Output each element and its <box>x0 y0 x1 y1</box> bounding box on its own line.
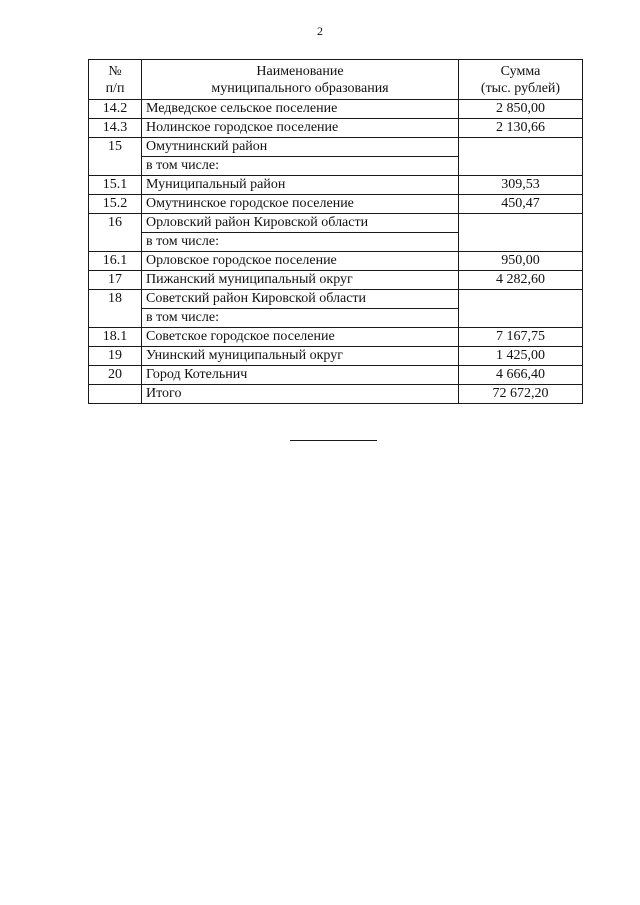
row-name: Омутнинский район <box>142 138 459 157</box>
row-number: 19 <box>89 347 142 366</box>
row-sum <box>459 214 583 233</box>
row-number: 15 <box>89 138 142 157</box>
header-number-line-2: п/п <box>105 80 125 96</box>
row-name: Советский район Кировской области <box>142 290 459 309</box>
header-name <box>142 60 459 100</box>
header-name-line-2: муниципального образования <box>211 80 389 96</box>
total-row <box>89 385 583 404</box>
row-number <box>89 309 142 328</box>
row-sum <box>459 309 583 328</box>
row-name: Советское городское поселение <box>142 328 459 347</box>
row-sum <box>459 157 583 176</box>
row-number: 17 <box>89 271 142 290</box>
row-sum: 2 130,66 <box>459 119 583 138</box>
total-label: Итого <box>142 385 459 404</box>
row-sum: 950,00 <box>459 252 583 271</box>
row-number: 16.1 <box>89 252 142 271</box>
table-row <box>89 309 583 328</box>
row-name: Орловский район Кировской области <box>142 214 459 233</box>
header-sum <box>459 60 583 100</box>
header-number-line-1: № <box>108 63 122 79</box>
row-name: Омутнинское городское поселение <box>142 195 459 214</box>
row-name: в том числе: <box>142 233 459 252</box>
table-row <box>89 328 583 347</box>
row-number <box>89 233 142 252</box>
row-sum: 450,47 <box>459 195 583 214</box>
allocation-table <box>88 59 583 404</box>
end-of-document-line <box>290 440 377 441</box>
row-number: 16 <box>89 214 142 233</box>
page-number: 2 <box>317 24 323 38</box>
row-name: Нолинское городское поселение <box>142 119 459 138</box>
row-number: 14.2 <box>89 100 142 119</box>
table-row <box>89 252 583 271</box>
header-number <box>89 60 142 100</box>
table-row <box>89 366 583 385</box>
row-name: Медведское сельское поселение <box>142 100 459 119</box>
row-name: Унинский муниципальный округ <box>142 347 459 366</box>
row-number: 18.1 <box>89 328 142 347</box>
row-sum <box>459 290 583 309</box>
table-row <box>89 214 583 233</box>
row-number: 14.3 <box>89 119 142 138</box>
row-number: 15.2 <box>89 195 142 214</box>
row-sum: 2 850,00 <box>459 100 583 119</box>
row-number: 15.1 <box>89 176 142 195</box>
row-number: 20 <box>89 366 142 385</box>
row-name: Город Котельнич <box>142 366 459 385</box>
header-name-line-1: Наименование <box>256 63 344 79</box>
row-number: 18 <box>89 290 142 309</box>
row-sum: 7 167,75 <box>459 328 583 347</box>
row-sum <box>459 138 583 157</box>
table-row <box>89 347 583 366</box>
row-name: Муниципальный район <box>142 176 459 195</box>
table-row <box>89 233 583 252</box>
table-row <box>89 138 583 157</box>
row-sum: 4 666,40 <box>459 366 583 385</box>
header-sum-line-1: Сумма <box>500 63 541 79</box>
row-number <box>89 385 142 404</box>
total-sum: 72 672,20 <box>459 385 583 404</box>
row-sum: 309,53 <box>459 176 583 195</box>
table-row <box>89 290 583 309</box>
row-name: Пижанский муниципальный округ <box>142 271 459 290</box>
row-sum: 4 282,60 <box>459 271 583 290</box>
row-name: в том числе: <box>142 157 459 176</box>
table-row <box>89 176 583 195</box>
table-header <box>89 60 583 100</box>
header-row <box>89 60 583 100</box>
table-row <box>89 271 583 290</box>
table-row <box>89 157 583 176</box>
table-row <box>89 119 583 138</box>
row-sum: 1 425,00 <box>459 347 583 366</box>
row-name: в том числе: <box>142 309 459 328</box>
row-name: Орловское городское поселение <box>142 252 459 271</box>
table-row <box>89 100 583 119</box>
header-sum-line-2: (тыс. рублей) <box>480 80 561 96</box>
row-number <box>89 157 142 176</box>
table-row <box>89 195 583 214</box>
table-body <box>89 100 583 404</box>
row-sum <box>459 233 583 252</box>
